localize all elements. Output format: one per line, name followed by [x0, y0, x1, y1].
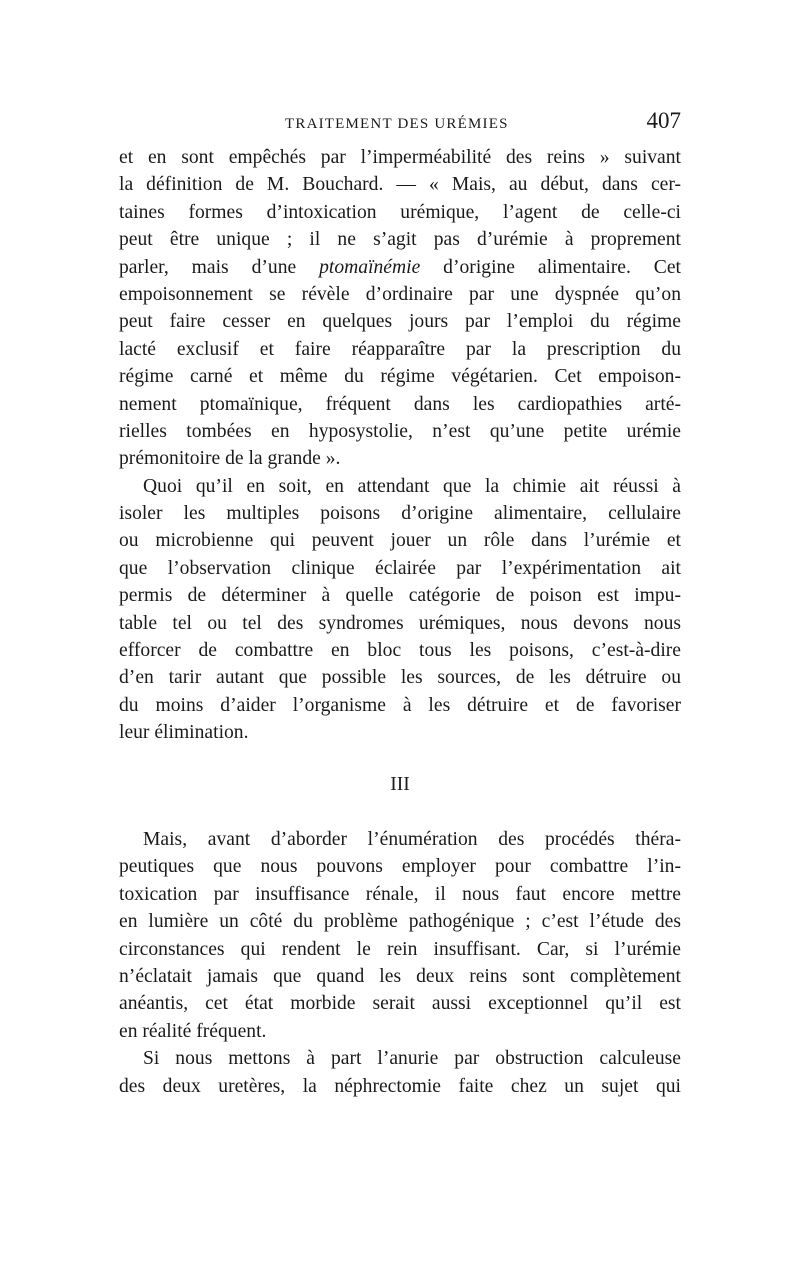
text-line: Quoi qu’il en soit, en attendant que la chimie ait réussi à [143, 475, 681, 497]
text-line: rielles tombées en hyposystolie, n’est qu’une petite urémie [119, 420, 681, 442]
text-line: empoisonnement se révèle d’ordinaire par une dyspnée qu’on [119, 283, 681, 305]
text-line: toxication par insuffisance rénale, il nous faut encore mettre [119, 883, 681, 905]
text-line: leur élimination. [119, 722, 249, 744]
text-line [119, 254, 681, 281]
text-line: lacté exclusif et faire réapparaître par la prescription du [119, 338, 681, 360]
text-line: en réalité fréquent. [119, 1020, 267, 1042]
text-fragment: d’origine alimentaire. Cet [420, 256, 681, 278]
text-line: table tel ou tel des syndromes urémiques, nous devons nous [119, 612, 681, 634]
text-line: isoler les multiples poisons d’origine alimentaire, cellulaire [119, 503, 681, 525]
text-line: circonstances qui rendent le rein insuffisant. Car, si l’urémie [119, 938, 681, 960]
text-line: peut être unique ; il ne s’agit pas d’urémie à proprement [119, 229, 681, 251]
paragraph [119, 1045, 681, 1100]
text-line: peut faire cesser en quelques jours par l’emploi du régime [119, 311, 681, 333]
running-head [119, 108, 681, 144]
text-line: n’éclatait jamais que quand les deux reins sont complètement [119, 965, 681, 987]
text-line: et en sont empêchés par l’imperméabilité des reins » suivant [119, 147, 681, 168]
text-line: ou microbienne qui peuvent jouer un rôle dans l’urémie et [119, 530, 681, 552]
paragraph [119, 473, 681, 747]
text-line: efforcer de combattre en bloc tous les poisons, c’est-à-dire [119, 640, 681, 662]
paragraph-continuation [119, 144, 681, 473]
text-line: que l’observation clinique éclairée par l’expérimentation ait [119, 557, 681, 579]
text-line: du moins d’aider l’organisme à les détruire et de favoriser [119, 694, 681, 716]
text-line: des deux uretères, la néphrectomie faite chez un sujet qui [119, 1075, 681, 1097]
text-line: d’en tarir autant que possible les sources, de les détruire ou [119, 667, 681, 689]
text-line: nement ptomaïnique, fréquent dans les cardiopathies arté- [119, 393, 681, 415]
text-fragment: parler, mais d’une [119, 256, 320, 278]
text-line: régime carné et même du régime végétarien. Cet empoison- [119, 366, 681, 388]
italic-term: ptomaïnémie [319, 256, 421, 278]
text-line: Si nous mettons à part l’anurie par obstruction calculeuse [143, 1048, 681, 1070]
text-line: taines formes d’intoxication urémique, l’agent de celle-ci [119, 201, 681, 223]
text-line: la définition de M. Bouchard. — « Mais, au début, dans cer- [119, 174, 681, 196]
paragraph [119, 826, 681, 1045]
text-line: prémonitoire de la grande ». [119, 448, 341, 470]
book-page [119, 108, 681, 1100]
running-title: TRAITEMENT DES URÉMIES [285, 116, 509, 132]
text-line: Mais, avant d’aborder l’énumération des procédés théra- [143, 828, 681, 850]
text-line: permis de déterminer à quelle catégorie de poison est impu- [119, 585, 681, 607]
page-number: 407 [646, 108, 681, 133]
section-heading: III [390, 773, 410, 795]
text-line: en lumière un côté du problème pathogénique ; c’est l’étude des [119, 911, 681, 933]
text-line: anéantis, cet état morbide serait aussi exceptionnel qu’il est [119, 993, 681, 1015]
text-line: peutiques que nous pouvons employer pour combattre l’in- [119, 856, 681, 878]
